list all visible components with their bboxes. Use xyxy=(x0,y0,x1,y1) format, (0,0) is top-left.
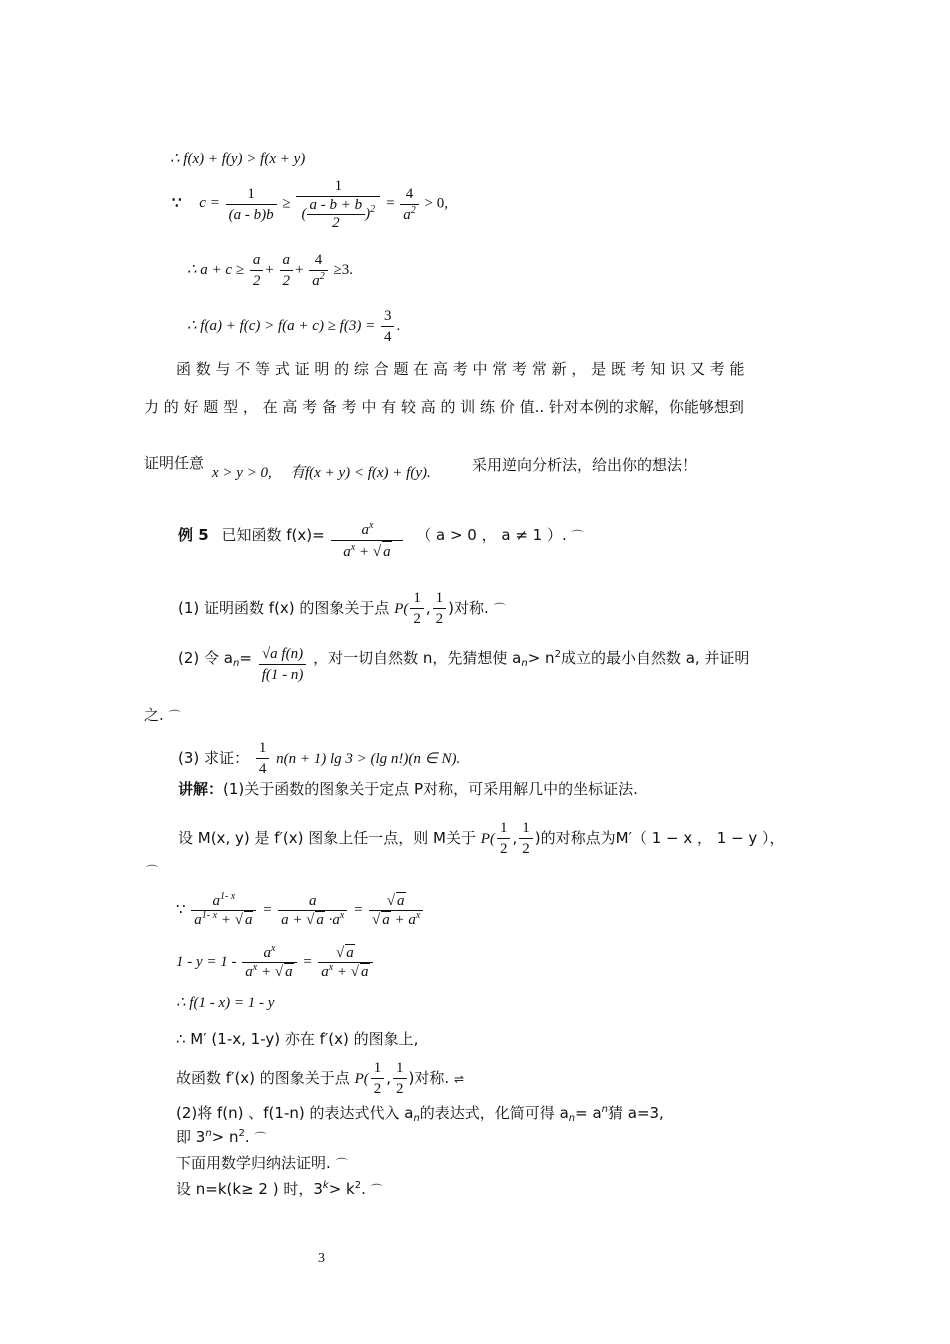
frac-ax: $\frac{a^x}{a^x + √ a}$ xyxy=(331,520,403,562)
equation-5: 故函数 f′(x) 的图象关于点 P( $\frac{1}{2}$ , $\frac{1}{2}$ )对称. ⇌ xyxy=(176,1060,465,1097)
return-mark: ⌒ xyxy=(571,529,584,543)
because-symbol: ∵ xyxy=(172,195,182,212)
frac-half-1: $\frac{1}{2}$ xyxy=(410,588,424,629)
fraction-3: $\frac{4}{a^2}$ xyxy=(400,184,419,225)
line-guess: 即 $3^n> n^2$. ⌒ xyxy=(176,1128,267,1146)
equation-2: 1 - y = 1 - $\frac{a^x}{a^x + √ a}$ = $\frac{√ a}{a^x + √ a}$ xyxy=(176,944,375,981)
paragraph-line-2: 力 的 好 题 型 ， 在 高 考 备 考 中 有 较 高 的 训 练 价 值.. 针对本例的求解，你能够想到 xyxy=(144,398,744,416)
line-substitute: (2)将 f(n) 、f(1-n) 的表达式代入 $a_n$的表达式，化简可得 $a_n= a^n$猜 a=3, xyxy=(176,1104,664,1124)
question-3: (3) 求证： $\frac{1}{4}$ n(n + 1) lg 3 > (lg n!)(n ∈ N). xyxy=(178,740,461,777)
frac-3-4: $\frac{3}{4}$ xyxy=(381,306,395,347)
equation-1: ∵ $\frac{a^{1- x}}{a^{1- x} + √ a}$ = $\frac{a}{a + √ a \cdot a^x}$ = $\frac{√ a}{√ a + a^x}$ xyxy=(176,892,425,929)
line-induction: 下面用数学归纳法证明. ⌒ xyxy=(176,1154,348,1172)
fraction-1: $\frac{1}{(a - b)b}$ xyxy=(226,184,277,225)
line-therefore-1: ∴ f(x) + f(y) > f(x + y) xyxy=(170,151,306,167)
question-2-end: 之. ⌒ xyxy=(144,706,181,724)
frac-a-2b: $\frac{a}{2}$ xyxy=(280,250,294,291)
frac-eq1-a: $\frac{a^{1- x}}{a^{1- x} + √ a}$ xyxy=(191,893,256,929)
line-f-ac: ∴ f(a) + f(c) > f(a + c) ≥ f(3) = $\frac{3}{4}$ . xyxy=(187,308,401,345)
equation-4: ∴ M′ (1-x, 1-y) 亦在 f′(x) 的图象上, xyxy=(176,1030,419,1048)
line-because-c: ∵ c = $\frac{1}{(a - b)b}$ ≥ 1 ( $\frac{a - b + b}{2}$ )$^2$ = $\frac{4}{a^2}$ > 0, xyxy=(172,178,448,231)
frac-half-2: $\frac{1}{2}$ xyxy=(433,588,447,629)
paragraph-line-3c: 有f(x + y) < f(x) + f(y). xyxy=(290,465,431,481)
frac-eq1-b: $\frac{a}{a + √ a \cdot a^x}$ xyxy=(278,893,347,929)
paragraph-line-1: 函 数 与 不 等 式 证 明 的 综 合 题 在 高 考 中 常 考 常 新 ， 是 既 考 知 识 又 考 能 xyxy=(176,360,745,378)
line-assume: 设 n=k(k≥ 2 ) 时，$3^k> k^2$. ⌒ xyxy=(176,1180,383,1198)
frac-a-2: $\frac{a}{2}$ xyxy=(250,250,264,291)
geq-symbol: ≥ xyxy=(282,195,291,212)
paragraph-line-3d: 采用逆向分析法，给出你的想法！ xyxy=(472,456,698,474)
frac-4-a2: $\frac{4}{a^2}$ xyxy=(309,250,328,291)
equation-3: ∴ f(1 - x) = 1 - y xyxy=(176,995,275,1011)
fraction-2: 1 ( $\frac{a - b + b}{2}$ )$^2$ xyxy=(296,176,380,232)
example-5: 例 5 已知函数 f(x)= $\frac{a^x}{a^x + √ a}$ （ a > 0 ， a ≠ 1 ）. ⌒ xyxy=(178,520,584,560)
question-2: (2) 令 $a_n=$ $\frac{\text{√a f(n)}}{f(1 - n)}$ ，对一切自然数 n，先猜想使 $a_n> n^2$成立的最小自然数 a, 并证明 xyxy=(178,646,750,683)
line-a-plus-c: ∴ a + c ≥ $\frac{a}{2}$ + $\frac{a}{2}$ + $\frac{4}{a^2}$ ≥3. xyxy=(187,252,353,289)
frac-quarter: $\frac{1}{4}$ xyxy=(256,738,270,779)
solution-2: 设 M(x, y) 是 f′(x) 图象上任一点，则 M关于 P( $\frac{1}{2}$ , $\frac{1}{2}$ )的对称点为M′（ 1 − x ， 1 − y ）， xyxy=(178,820,785,857)
c-eq: c = xyxy=(199,195,220,212)
frac-an: $\frac{\text{√a f(n)}}{f(1 - n)}$ xyxy=(259,644,307,685)
solution-1: 讲解：(1)关于函数的图象关于定点 P对称，可采用解几中的坐标证法. xyxy=(178,780,638,798)
return-mark-2: ⌒ xyxy=(146,864,159,878)
question-1: (1) 证明函数 f(x) 的图象关于点 P( $\frac{1}{2}$ , $\frac{1}{2}$ )对称. ⌒ xyxy=(178,590,506,627)
paragraph-line-3a: 证明任意 xyxy=(144,454,205,472)
paragraph-line-3b: x > y > 0, xyxy=(212,465,272,481)
page-number: 3 xyxy=(318,1251,325,1266)
frac-eq1-c: $\frac{√ a}{√ a + a^x}$ xyxy=(369,892,423,929)
